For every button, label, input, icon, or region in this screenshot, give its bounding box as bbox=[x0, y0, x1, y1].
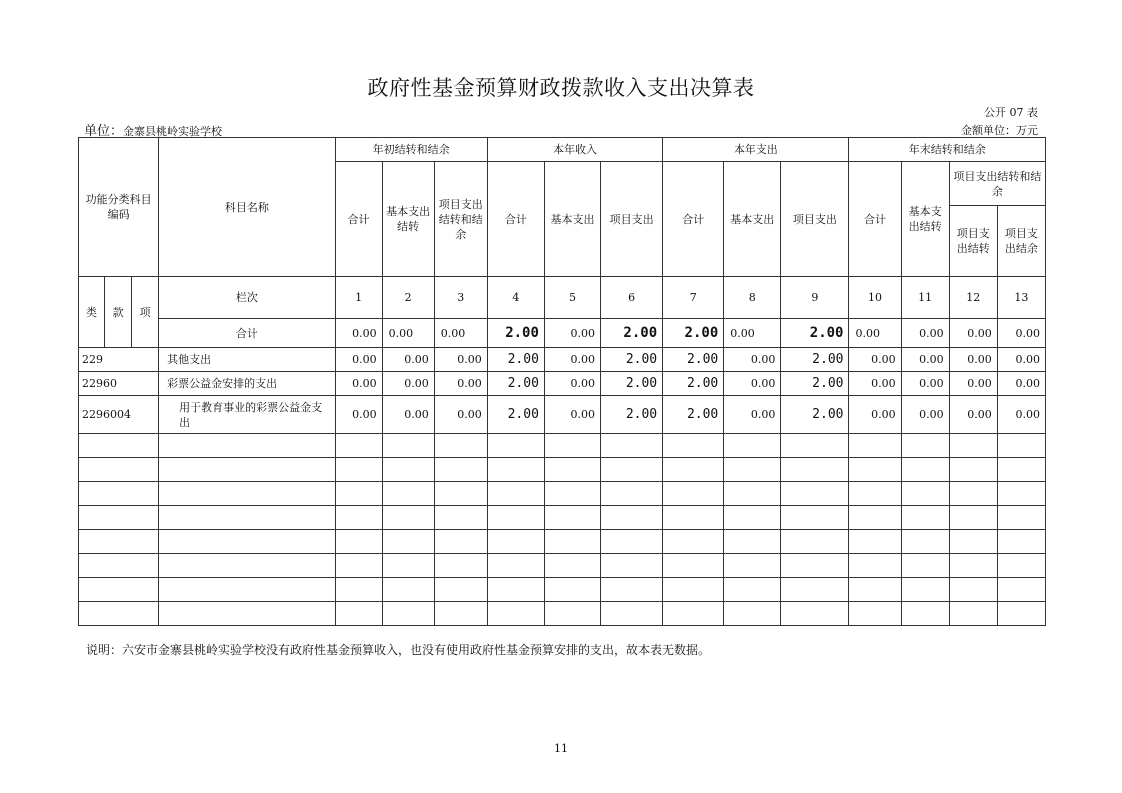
page-number: 11 bbox=[554, 742, 568, 755]
total-cell: 0.00 bbox=[724, 319, 781, 348]
row-cell: 0.00 bbox=[949, 372, 997, 396]
row-cell: 0.00 bbox=[849, 396, 901, 434]
row-name: 其他支出 bbox=[159, 348, 335, 372]
total-cell: 0.00 bbox=[997, 319, 1045, 348]
total-cell: 2.00 bbox=[487, 319, 544, 348]
empty-row bbox=[79, 434, 1046, 458]
empty-row bbox=[79, 506, 1046, 530]
total-cell: 0.00 bbox=[434, 319, 487, 348]
row-cell: 0.00 bbox=[335, 348, 382, 372]
row-cell: 2.00 bbox=[663, 348, 724, 372]
form-code: 公开 07 表 bbox=[984, 106, 1038, 119]
kuan-header: 款 bbox=[105, 277, 132, 348]
col-index-2: 2 bbox=[382, 277, 434, 319]
unit-label: 单位： bbox=[84, 124, 124, 139]
budget-table bbox=[78, 137, 1046, 626]
begin-project-carry-header: 项目支出结转和结余 bbox=[434, 162, 487, 277]
row-cell: 0.00 bbox=[949, 396, 997, 434]
row-cell: 0.00 bbox=[997, 348, 1045, 372]
total-row-label: 合计 bbox=[159, 319, 335, 348]
row-cell: 0.00 bbox=[724, 372, 781, 396]
row-cell: 0.00 bbox=[382, 372, 434, 396]
row-cell: 0.00 bbox=[434, 396, 487, 434]
row-cell: 0.00 bbox=[724, 348, 781, 372]
row-cell: 0.00 bbox=[544, 348, 600, 372]
row-cell: 2.00 bbox=[781, 396, 849, 434]
col-index-1: 1 bbox=[335, 277, 382, 319]
row-name: 用于教育事业的彩票公益金支出 bbox=[159, 396, 335, 434]
row-cell: 0.00 bbox=[434, 372, 487, 396]
col-index-12: 12 bbox=[949, 277, 997, 319]
table-row bbox=[79, 348, 1046, 372]
begin-total-header: 合计 bbox=[335, 162, 382, 277]
total-cell: 2.00 bbox=[601, 319, 663, 348]
income-total-header: 合计 bbox=[487, 162, 544, 277]
begin-basic-carry-header: 基本支出结转 bbox=[382, 162, 434, 277]
row-cell: 0.00 bbox=[901, 348, 949, 372]
row-cell: 2.00 bbox=[601, 372, 663, 396]
row-cell: 0.00 bbox=[434, 348, 487, 372]
row-cell: 0.00 bbox=[544, 372, 600, 396]
expense-project-header: 项目支出 bbox=[781, 162, 849, 277]
col-index-4: 4 bbox=[487, 277, 544, 319]
income-basic-header: 基本支出 bbox=[544, 162, 600, 277]
col-index-9: 9 bbox=[781, 277, 849, 319]
total-cell: 0.00 bbox=[335, 319, 382, 348]
row-cell: 0.00 bbox=[544, 396, 600, 434]
col-index-13: 13 bbox=[997, 277, 1045, 319]
group-expense-header: 本年支出 bbox=[663, 138, 849, 162]
col-index-11: 11 bbox=[901, 277, 949, 319]
empty-row bbox=[79, 530, 1046, 554]
empty-row bbox=[79, 482, 1046, 506]
table-row bbox=[79, 396, 1046, 434]
row-code: 2296004 bbox=[79, 396, 159, 434]
amount-unit: 金额单位：万元 bbox=[961, 124, 1038, 137]
total-cell: 0.00 bbox=[949, 319, 997, 348]
row-cell: 2.00 bbox=[487, 396, 544, 434]
expense-basic-header: 基本支出 bbox=[724, 162, 781, 277]
row-cell: 0.00 bbox=[382, 396, 434, 434]
unit-name: 金寨县桃岭实验学校 bbox=[123, 125, 223, 138]
col-index-6: 6 bbox=[601, 277, 663, 319]
col-index-3: 3 bbox=[434, 277, 487, 319]
total-cell: 0.00 bbox=[901, 319, 949, 348]
empty-row bbox=[79, 578, 1046, 602]
row-cell: 2.00 bbox=[487, 348, 544, 372]
total-cell: 0.00 bbox=[382, 319, 434, 348]
row-cell: 2.00 bbox=[601, 396, 663, 434]
group-income-header: 本年收入 bbox=[487, 138, 662, 162]
group-end-header: 年末结转和结余 bbox=[849, 138, 1046, 162]
income-project-header: 项目支出 bbox=[601, 162, 663, 277]
row-cell: 0.00 bbox=[901, 396, 949, 434]
func-code-header: 功能分类科目编码 bbox=[79, 138, 159, 277]
lei-header: 类 bbox=[79, 277, 105, 348]
row-cell: 2.00 bbox=[781, 372, 849, 396]
row-cell: 0.00 bbox=[724, 396, 781, 434]
row-cell: 0.00 bbox=[849, 372, 901, 396]
total-cell: 0.00 bbox=[544, 319, 600, 348]
total-row bbox=[79, 319, 1046, 348]
row-code: 22960 bbox=[79, 372, 159, 396]
total-cell: 2.00 bbox=[663, 319, 724, 348]
expense-total-header: 合计 bbox=[663, 162, 724, 277]
xiang-header: 项 bbox=[132, 277, 159, 348]
subject-name-header: 科目名称 bbox=[159, 138, 335, 277]
col-index-7: 7 bbox=[663, 277, 724, 319]
row-cell: 0.00 bbox=[997, 372, 1045, 396]
row-cell: 0.00 bbox=[901, 372, 949, 396]
end-project-group-header: 项目支出结转和结余 bbox=[949, 162, 1045, 206]
end-project-carry-header: 项目支出结转 bbox=[949, 206, 997, 277]
row-cell: 2.00 bbox=[487, 372, 544, 396]
empty-row bbox=[79, 458, 1046, 482]
table-note: 说明：六安市金寨县桃岭实验学校没有政府性基金预算收入，也没有使用政府性基金预算安排的支出，故本表无数据。 bbox=[86, 643, 711, 657]
row-index-label: 栏次 bbox=[159, 277, 335, 319]
empty-row bbox=[79, 602, 1046, 626]
row-code: 229 bbox=[79, 348, 159, 372]
page-title: 政府性基金预算财政拨款收入支出决算表 bbox=[367, 76, 755, 100]
row-cell: 0.00 bbox=[335, 372, 382, 396]
col-index-10: 10 bbox=[849, 277, 901, 319]
row-name: 彩票公益金安排的支出 bbox=[159, 372, 335, 396]
group-begin-header: 年初结转和结余 bbox=[335, 138, 487, 162]
end-basic-carry-header: 基本支出结转 bbox=[901, 162, 949, 277]
end-project-balance-header: 项目支出结余 bbox=[997, 206, 1045, 277]
row-cell: 2.00 bbox=[663, 396, 724, 434]
row-cell: 0.00 bbox=[335, 396, 382, 434]
end-total-header: 合计 bbox=[849, 162, 901, 277]
col-index-5: 5 bbox=[544, 277, 600, 319]
row-cell: 0.00 bbox=[382, 348, 434, 372]
empty-row bbox=[79, 554, 1046, 578]
row-cell: 2.00 bbox=[781, 348, 849, 372]
row-cell: 2.00 bbox=[601, 348, 663, 372]
total-cell: 2.00 bbox=[781, 319, 849, 348]
row-cell: 0.00 bbox=[997, 396, 1045, 434]
col-index-8: 8 bbox=[724, 277, 781, 319]
row-cell: 0.00 bbox=[849, 348, 901, 372]
row-cell: 2.00 bbox=[663, 372, 724, 396]
row-cell: 0.00 bbox=[949, 348, 997, 372]
table-row bbox=[79, 372, 1046, 396]
total-cell: 0.00 bbox=[849, 319, 901, 348]
